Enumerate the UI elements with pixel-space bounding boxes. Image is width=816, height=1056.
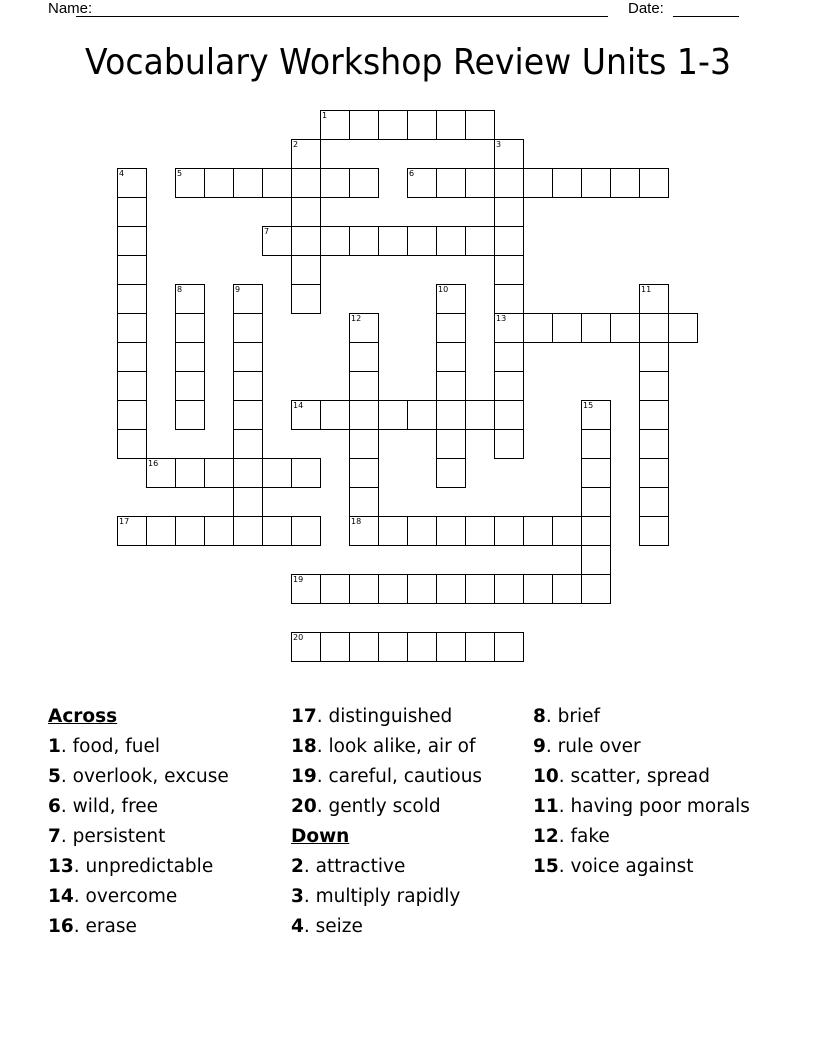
crossword-cell[interactable] (639, 313, 669, 343)
clue-down-10: 10. scatter, spread (533, 766, 710, 787)
crossword-cell[interactable] (465, 226, 495, 256)
crossword-cell[interactable] (465, 574, 495, 604)
crossword-cell[interactable] (523, 168, 553, 198)
crossword-cell[interactable] (291, 574, 321, 604)
crossword-cell[interactable] (494, 429, 524, 459)
clue-number-label: 15 (583, 401, 594, 410)
clue-number-label: 6 (409, 169, 415, 178)
crossword-cell[interactable] (349, 516, 379, 546)
crossword-cell[interactable] (233, 342, 263, 372)
clue-across-17: 17. distinguished (291, 706, 453, 727)
clue-down-3: 3. multiply rapidly (291, 886, 461, 907)
crossword-cell[interactable] (639, 284, 669, 314)
clue-across-1: 1. food, fuel (48, 736, 161, 757)
crossword-cell[interactable] (117, 313, 147, 343)
clue-across-18: 18. look alike, air of (291, 736, 476, 757)
clues-column-3 (533, 702, 763, 882)
crossword-cell[interactable] (436, 226, 466, 256)
clue-across-7: 7. persistent (48, 826, 166, 847)
clue-across-5: 5. overlook, excuse (48, 766, 229, 787)
crossword-cell[interactable] (668, 313, 698, 343)
crossword-cell[interactable] (291, 400, 321, 430)
crossword-cell[interactable] (552, 574, 582, 604)
crossword-cell[interactable] (233, 458, 263, 488)
crossword-cell[interactable] (465, 516, 495, 546)
crossword-cell[interactable] (378, 516, 408, 546)
clue-number-label: 12 (351, 314, 362, 323)
clue-number-label: 16 (148, 459, 159, 468)
crossword-cell[interactable] (117, 197, 147, 227)
crossword-cell[interactable] (436, 110, 466, 140)
crossword-cell[interactable] (407, 168, 437, 198)
clue-number-label: 10 (438, 285, 449, 294)
crossword-cell[interactable] (349, 429, 379, 459)
crossword-cell[interactable] (117, 371, 147, 401)
crossword-cell[interactable] (494, 284, 524, 314)
crossword-cell[interactable] (581, 168, 611, 198)
crossword-cell[interactable] (552, 168, 582, 198)
clue-number-label: 4 (119, 169, 125, 178)
crossword-cell[interactable] (175, 168, 205, 198)
name-label: Name: (48, 0, 93, 17)
crossword-cell[interactable] (349, 226, 379, 256)
clues-column-1 (48, 702, 288, 942)
crossword-cell[interactable] (639, 168, 669, 198)
clue-down-11: 11. having poor morals (533, 796, 750, 817)
crossword-cell[interactable] (117, 516, 147, 546)
crossword-cell[interactable] (320, 168, 350, 198)
crossword-cell[interactable] (320, 110, 350, 140)
crossword-cell[interactable] (436, 284, 466, 314)
crossword-cell[interactable] (523, 574, 553, 604)
crossword-cell[interactable] (146, 458, 176, 488)
crossword-cell[interactable] (204, 516, 234, 546)
crossword-cell[interactable] (407, 574, 437, 604)
crossword-cell[interactable] (233, 516, 263, 546)
crossword-cell[interactable] (233, 429, 263, 459)
crossword-cell[interactable] (436, 342, 466, 372)
crossword-cell[interactable] (436, 516, 466, 546)
clue-number-label: 14 (293, 401, 304, 410)
crossword-cell[interactable] (378, 110, 408, 140)
crossword-cell[interactable] (494, 632, 524, 662)
crossword-cell[interactable] (349, 574, 379, 604)
crossword-cell[interactable] (117, 226, 147, 256)
clue-number-label: 7 (264, 227, 270, 236)
crossword-cell[interactable] (175, 458, 205, 488)
crossword-cell[interactable] (523, 516, 553, 546)
crossword-cell[interactable] (117, 400, 147, 430)
crossword-cell[interactable] (291, 139, 321, 169)
crossword-cell[interactable] (233, 313, 263, 343)
crossword-cell[interactable] (494, 574, 524, 604)
crossword-cell[interactable] (349, 632, 379, 662)
crossword-cell[interactable] (552, 313, 582, 343)
clue-down-8: 8. brief (533, 706, 601, 727)
crossword-cell[interactable] (581, 400, 611, 430)
crossword-cell[interactable] (117, 255, 147, 285)
clue-across-20: 20. gently scold (291, 796, 441, 817)
crossword-cell[interactable] (436, 574, 466, 604)
crossword-cell[interactable] (117, 168, 147, 198)
clue-down-4: 4. seize (291, 916, 363, 937)
crossword-cell[interactable] (436, 400, 466, 430)
crossword-cell[interactable] (262, 168, 292, 198)
clue-number-label: 11 (641, 285, 652, 294)
crossword-cell[interactable] (494, 197, 524, 227)
clue-number-label: 9 (235, 285, 241, 294)
clue-number-label: 20 (293, 633, 304, 642)
crossword-cell[interactable] (436, 371, 466, 401)
down-heading: Down (291, 826, 350, 847)
crossword-cell[interactable] (494, 371, 524, 401)
crossword-cell[interactable] (320, 632, 350, 662)
clue-across-13: 13. unpredictable (48, 856, 214, 877)
crossword-cell[interactable] (494, 168, 524, 198)
crossword-cell[interactable] (494, 342, 524, 372)
crossword-cell[interactable] (407, 110, 437, 140)
crossword-cell[interactable] (233, 371, 263, 401)
clue-number-label: 5 (177, 169, 183, 178)
crossword-cell[interactable] (349, 371, 379, 401)
date-label: Date: (628, 0, 664, 17)
crossword-cell[interactable] (291, 458, 321, 488)
clue-down-12: 12. fake (533, 826, 610, 847)
crossword-cell[interactable] (262, 226, 292, 256)
crossword-cell[interactable] (233, 487, 263, 517)
clue-number-label: 1 (322, 111, 328, 120)
crossword-cell[interactable] (610, 313, 640, 343)
crossword-cell[interactable] (204, 458, 234, 488)
crossword-cell[interactable] (175, 342, 205, 372)
crossword-cell[interactable] (581, 429, 611, 459)
crossword-cell[interactable] (436, 168, 466, 198)
crossword-cell[interactable] (465, 632, 495, 662)
crossword-cell[interactable] (117, 284, 147, 314)
crossword-cell[interactable] (291, 284, 321, 314)
clue-number-label: 19 (293, 575, 304, 584)
crossword-cell[interactable] (378, 632, 408, 662)
crossword-cell[interactable] (320, 574, 350, 604)
crossword-cell[interactable] (407, 400, 437, 430)
crossword-cell[interactable] (494, 400, 524, 430)
crossword-cell[interactable] (407, 516, 437, 546)
crossword-cell[interactable] (581, 516, 611, 546)
crossword-cell[interactable] (349, 487, 379, 517)
crossword-cell[interactable] (639, 516, 669, 546)
crossword-cell[interactable] (175, 284, 205, 314)
across-heading: Across (48, 706, 118, 727)
crossword-cell[interactable] (349, 400, 379, 430)
clue-number-label: 3 (496, 140, 502, 149)
crossword-cell[interactable] (349, 342, 379, 372)
crossword-cell[interactable] (117, 429, 147, 459)
crossword-cell[interactable] (291, 632, 321, 662)
crossword-cell[interactable] (175, 313, 205, 343)
crossword-cell[interactable] (320, 400, 350, 430)
clue-number-label: 18 (351, 517, 362, 526)
crossword-cell[interactable] (465, 110, 495, 140)
crossword-cell[interactable] (291, 255, 321, 285)
crossword-cell[interactable] (291, 516, 321, 546)
crossword-cell[interactable] (378, 226, 408, 256)
crossword-cell[interactable] (581, 458, 611, 488)
crossword-cell[interactable] (175, 516, 205, 546)
clue-number-label: 17 (119, 517, 130, 526)
crossword-cell[interactable] (320, 226, 350, 256)
crossword-cell[interactable] (378, 400, 408, 430)
crossword-cell[interactable] (465, 168, 495, 198)
crossword-cell[interactable] (639, 342, 669, 372)
crossword-cell[interactable] (552, 516, 582, 546)
crossword-cell[interactable] (349, 110, 379, 140)
crossword-cell[interactable] (494, 313, 524, 343)
clue-across-14: 14. overcome (48, 886, 178, 907)
crossword-cell[interactable] (639, 429, 669, 459)
crossword-cell[interactable] (639, 458, 669, 488)
clue-down-2: 2. attractive (291, 856, 406, 877)
crossword-cell[interactable] (639, 487, 669, 517)
crossword-cell[interactable] (436, 632, 466, 662)
crossword-cell[interactable] (349, 313, 379, 343)
crossword-cell[interactable] (494, 139, 524, 169)
clue-down-9: 9. rule over (533, 736, 641, 757)
crossword-cell[interactable] (523, 313, 553, 343)
clue-number-label: 8 (177, 285, 183, 294)
crossword-cell[interactable] (407, 632, 437, 662)
clue-across-6: 6. wild, free (48, 796, 159, 817)
crossword-cell[interactable] (349, 458, 379, 488)
crossword-cell[interactable] (175, 371, 205, 401)
crossword-cell[interactable] (465, 400, 495, 430)
crossword-cell[interactable] (291, 226, 321, 256)
crossword-cell[interactable] (146, 516, 176, 546)
crossword-cell[interactable] (262, 458, 292, 488)
crossword-cell[interactable] (407, 226, 437, 256)
clue-down-15: 15. voice against (533, 856, 694, 877)
crossword-cell[interactable] (494, 516, 524, 546)
clue-across-19: 19. careful, cautious (291, 766, 483, 787)
crossword-cell[interactable] (175, 400, 205, 430)
crossword-cell[interactable] (117, 342, 147, 372)
crossword-cell[interactable] (204, 168, 234, 198)
crossword-cell[interactable] (233, 400, 263, 430)
crossword-cell[interactable] (436, 458, 466, 488)
crossword-cell[interactable] (262, 516, 292, 546)
crossword-cell[interactable] (610, 168, 640, 198)
clue-number-label: 2 (293, 140, 299, 149)
crossword-cell[interactable] (581, 574, 611, 604)
crossword-cell[interactable] (436, 313, 466, 343)
crossword-cell[interactable] (581, 487, 611, 517)
clue-number-label: 13 (496, 314, 507, 323)
crossword-cell[interactable] (349, 168, 379, 198)
clues-column-2 (291, 702, 531, 942)
crossword-cell[interactable] (291, 197, 321, 227)
crossword-cell[interactable] (291, 168, 321, 198)
crossword-cell[interactable] (639, 371, 669, 401)
crossword-cell[interactable] (378, 574, 408, 604)
crossword-cell[interactable] (581, 313, 611, 343)
page-title: Vocabulary Workshop Review Units 1-3 (84, 42, 732, 83)
crossword-cell[interactable] (233, 168, 263, 198)
crossword-cell[interactable] (436, 429, 466, 459)
clue-across-16: 16. erase (48, 916, 137, 937)
crossword-cell[interactable] (494, 255, 524, 285)
crossword-cell[interactable] (639, 400, 669, 430)
crossword-cell[interactable] (581, 545, 611, 575)
crossword-cell[interactable] (233, 284, 263, 314)
crossword-cell[interactable] (494, 226, 524, 256)
